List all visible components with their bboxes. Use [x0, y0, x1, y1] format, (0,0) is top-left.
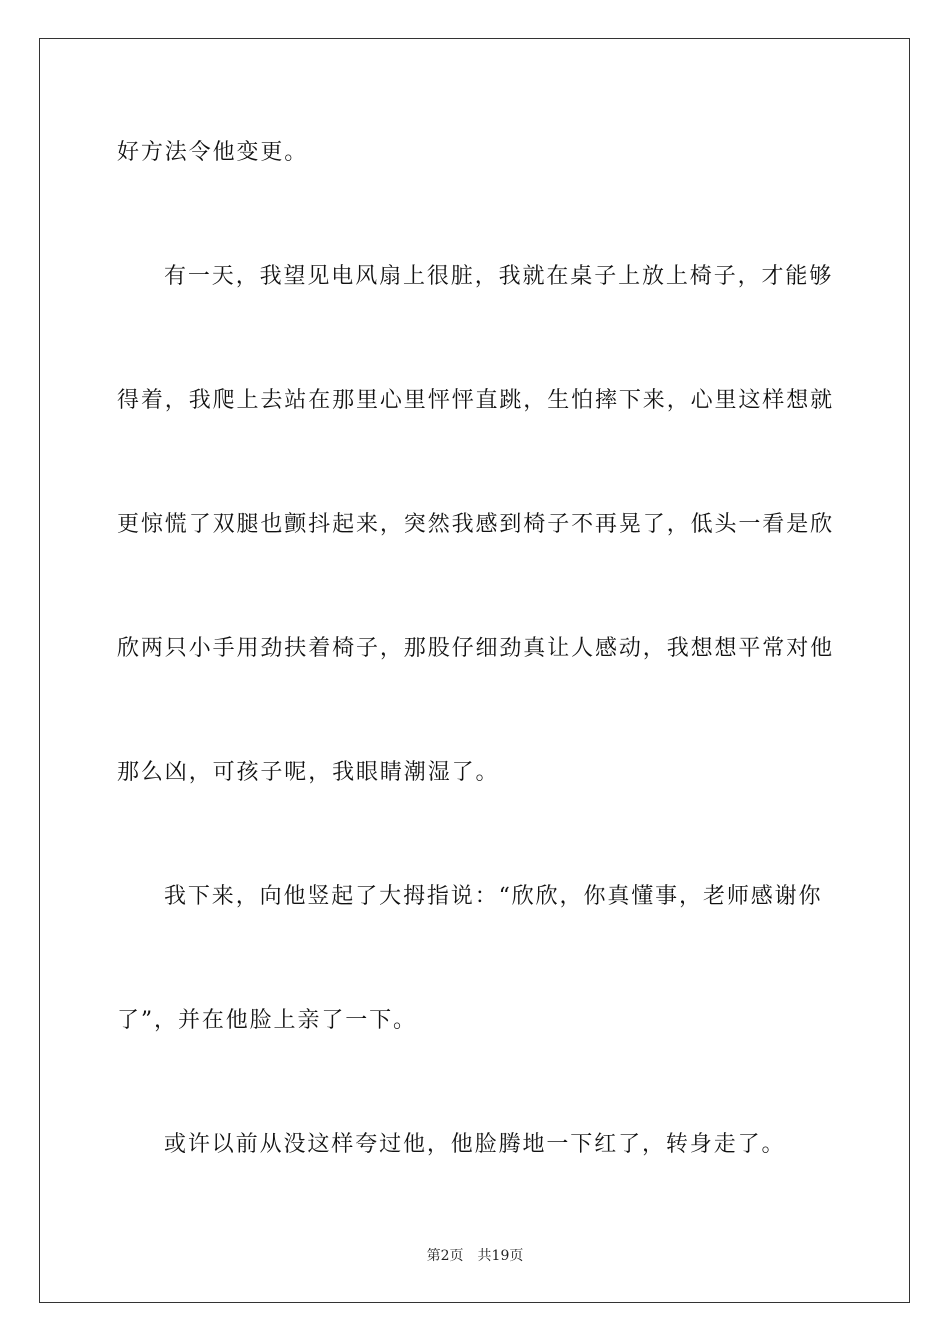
text-line-6: 那么凶，可孩子呢，我眼睛潮湿了。	[117, 760, 500, 785]
text-line-8: 了”，并在他脸上亲了一下。	[117, 1008, 417, 1033]
text-line-5: 欣两只小手用劲扶着椅子，那股仔细劲真让人感动，我想想平常对他	[117, 636, 835, 661]
text-line-7: 我下来，向他竖起了大拇指说：“欣欣，你真懂事，老师感谢你	[164, 884, 823, 909]
page-border	[39, 38, 910, 1303]
text-line-9: 或许以前从没这样夸过他，他脸腾地一下红了，转身走了。	[164, 1132, 786, 1157]
page-number: 第2页	[426, 1248, 464, 1264]
text-line-1: 好方法令他变更。	[117, 140, 309, 165]
text-line-2: 有一天，我望见电风扇上很脏，我就在桌子上放上椅子，才能够	[164, 264, 834, 289]
page-total: 共19页	[477, 1248, 524, 1264]
page-footer	[0, 1247, 950, 1265]
text-line-3: 得着，我爬上去站在那里心里怦怦直跳，生怕摔下来，心里这样想就	[117, 388, 835, 413]
text-line-4: 更惊慌了双腿也颤抖起来，突然我感到椅子不再晃了，低头一看是欣	[117, 512, 835, 537]
